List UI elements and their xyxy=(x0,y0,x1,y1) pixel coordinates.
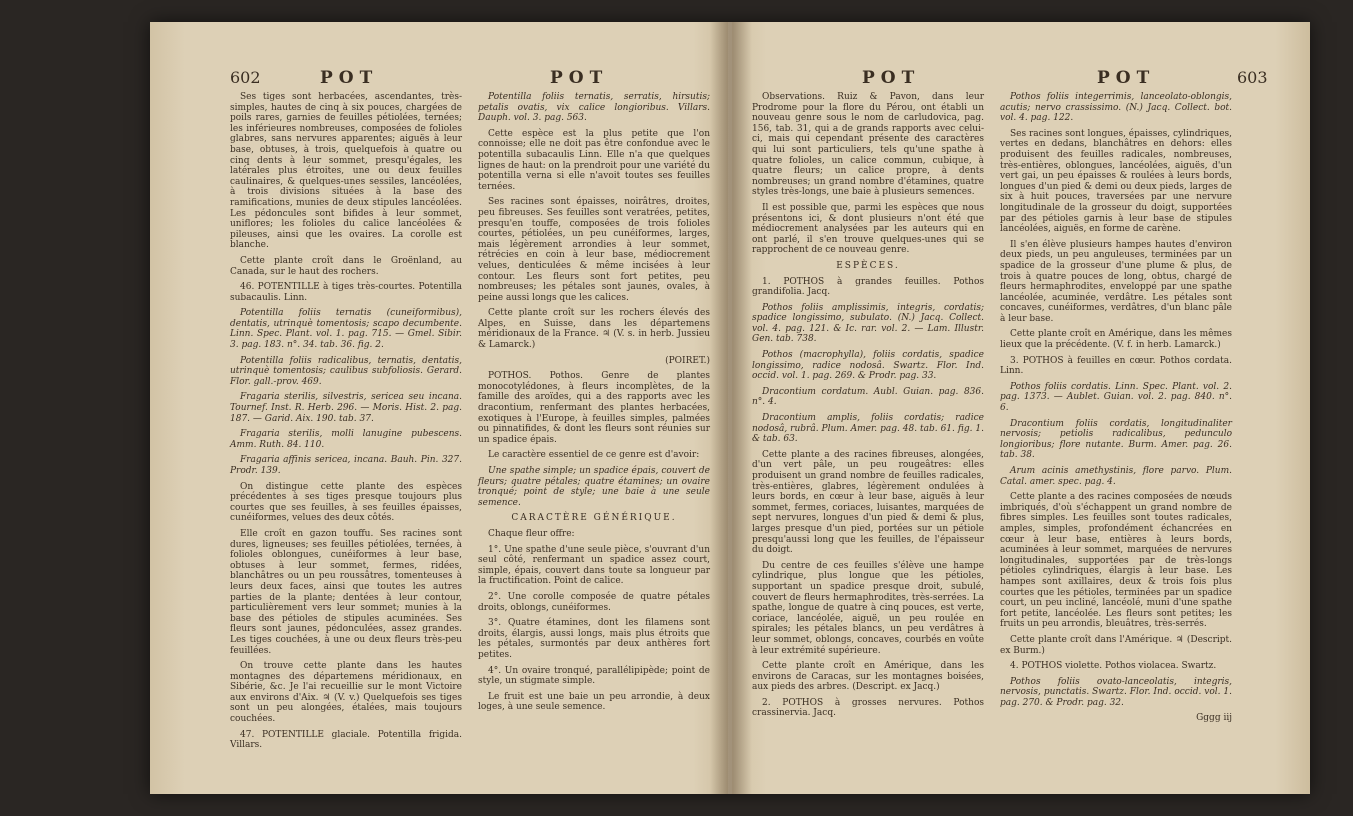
paragraph: 3. POTHOS à feuilles en cœur. Pothos cordata. Linn. xyxy=(1000,355,1232,377)
text-column-left xyxy=(230,92,462,756)
paragraph: Elle croît en gazon touffu. Ses racines sont dures, ligneuses; ses feuilles pétiolées, ternées, à folioles oblongues, cunéiformes à leur base, obtuses à leur sommet, fermes, ridées, blanchâtres ou un peu roussâtres, tomenteuses à leurs deux faces, ainsi que toutes les autres parties de la plante; dentées à leur contour, particulièrement vers leur sommet; munies à la base des pétioles de stipules acuminées. Ses fleurs sont jaunes, pédonculées, assez grandes. Les tiges couchées, à une ou deux fleurs très-peu feuillées. xyxy=(230,528,462,656)
paragraph: Pothos foliis integerrimis, lanceolato-oblongis, acutis; nervo crassissimo. (N.) Jacq. Collect. bot. vol. 4. pag. 122. xyxy=(1000,92,1232,124)
paragraph: Dracontium foliis cordatis, longitudinaliter nervosis; petiolis radicalibus, pedunculo longioribus; flore nutante. Burm. Amer. pag. 26. tab. 38. xyxy=(1000,418,1232,461)
paragraph: Il s'en élève plusieurs hampes hautes d'environ deux pieds, un peu anguleuses, terminées par un spadice de la grosseur d'une plume & plus, de trois à quatre pouces de long, obtus, chargé de fleurs hermaphrodites, enveloppé par une spathe lancéolée, acuminée, verdâtre. Les pétales sont concaves, cunéiformes, verdâtres, d'un blanc pâle à leur base. xyxy=(1000,239,1232,324)
paragraph: On trouve cette plante dans les hautes montagnes des départemens méridionaux, en Sibérie, &c. Je l'ai recueillie sur le mont Victoire aux environs d'Aix. ♃ (V. v.) Quelquefois ses tiges sont un peu alongées, étalées, mais toujours couchées. xyxy=(230,661,462,725)
paragraph: Fragaria affinis sericea, incana. Bauh. Pin. 327. Prodr. 139. xyxy=(230,455,462,476)
section-heading: ESPÈCES. xyxy=(836,260,900,271)
paragraph: Ses racines sont longues, épaisses, cylindriques, vertes en dedans, blanchâtres en dehors: elles produisent des feuilles radicales, nombreuses, très-entières, oblongues, lancéolées, aiguës, d'un vert gai, un peu épaisses & roulées à leurs bords, longues d'un pied & demi ou deux pieds, larges de six à huit pouces, traversées par une nervure longitudinale de la grosseur du doigt, supportées par des pétioles garnis à leur base de stipules lancéolées, aiguës, en forme de carène. xyxy=(1000,128,1233,235)
paragraph: Ses tiges sont herbacées, ascendantes, très-simples, hautes de cinq à six pouces, chargées de poils rares, garnies de feuilles pétiolées, ternées; les inférieures nombreuses, composées de folioles glabres, sans nervures apparentes; aiguës à leur base, obtuses, à trois, quelquefois à quatre ou cinq dents à leur sommet, presqu'égales, les latérales plus étroites, une ou deux feuilles caulinaires, & quelques-unes sessiles, lancéolées, à trois divisions situées à la base des ramifications, munies de deux stipules lancéolées. Les pédoncules sont bifides à leur sommet, uniflores; les folioles du calice lancéolées & pileuses, ainsi que les ovaires. La corolle est blanche. xyxy=(230,92,462,251)
text-column-left xyxy=(752,92,984,724)
paragraph: 2°. Une corolle composée de quatre pétales droits, oblongs, cunéiformes. xyxy=(478,591,710,613)
paragraph: Pothos foliis ovato-lanceolatis, integris, nervosis, punctatis. Swartz. Flor. Ind. occid. vol. 1. pag. 270. & Prodr. pag. 32. xyxy=(1000,676,1232,708)
paragraph: Cette plante croît en Amérique, dans les mêmes lieux que la précédente. (V. f. in herb. Lamarck.) xyxy=(1000,329,1232,351)
open-book xyxy=(150,22,1310,794)
paragraph: 3°. Quatre étamines, dont les filamens sont droits, élargis, aussi longs, mais plus étroits que les pétales, surmontés par deux anthères fort petites. xyxy=(478,618,710,660)
paragraph: POTHOS. Pothos. Genre de plantes monocotylédones, à fleurs incomplètes, de la famille des aroïdes, qui a des rapports avec les dracontium, renfermant des plantes herbacées, exotiques à l'Europe, à feuilles simples, palmées ou pinnatifides, & dont les fleurs sont réunies sur un spadice épais. xyxy=(478,371,710,445)
paragraph: 1. POTHOS à grandes feuilles. Pothos grandifolia. Jacq. xyxy=(752,276,984,298)
paragraph: On distingue cette plante des espèces précédentes à ses tiges presque toujours plus courtes que ses feuilles, à ses feuilles épaisses, cunéiformes, velues des deux côtés. xyxy=(230,481,462,524)
left-page xyxy=(150,22,728,794)
running-head: POT xyxy=(862,68,921,88)
paragraph: Dracontium cordatum. Aubl. Guian. pag. 836. n°. 4. xyxy=(752,386,984,408)
paragraph: Cette plante croît dans le Groënland, au Canada, sur le haut des rochers. xyxy=(230,255,462,277)
running-head: POT xyxy=(550,68,609,88)
right-page xyxy=(732,22,1310,794)
running-head: POT xyxy=(320,68,379,88)
paragraph: Cette espèce est la plus petite que l'on connoisse; elle ne doit pas être confondue avec le potentilla subacaulis Linn. Elle n'a que quelques lignes de haut: on la prendroit pour une variété du potentilla verna si elle n'avoit toutes ses feuilles ternées. xyxy=(478,128,710,192)
paragraph: 2. POTHOS à grosses nervures. Pothos crassinervia. Jacq. xyxy=(752,697,984,719)
paragraph: 4°. Un ovaire tronqué, parallélipipède; point de style, un stigmate simple. xyxy=(478,665,710,687)
paragraph: Du centre de ces feuilles s'élève une hampe cylindrique, plus longue que les pétioles, supportant un spadice presque droit, subulé, couvert de fleurs hermaphrodites, très-serrées. La spathe, longue de quatre à cinq pouces, est verte, coriace, lancéolée, aiguë, un peu roulée en spirales; les pétales blancs, un peu verdâtres à leur sommet, oblongs, concaves, courbés en voûte à leur extrémité supérieure. xyxy=(752,560,984,656)
paragraph: Une spathe simple; un spadice épais, couvert de fleurs; quatre pétales; quatre étamines; un ovaire tronqué; point de style; une baie à une seule semence. xyxy=(478,466,710,508)
paragraph: Il est possible que, parmi les espèces que nous présentons ici, & dont plusieurs n'ont été que médiocrement analysées par les auteurs qui en ont parlé, il s'en trouve quelques-unes qui se rapprochent de ce nouveau genre. xyxy=(752,202,984,256)
page-number: 603 xyxy=(1237,68,1268,87)
paragraph: Cette plante croît en Amérique, dans les environs de Caracas, sur les montagnes boisées, aux pieds des arbres. (Descript. ex Jacq.) xyxy=(752,661,984,693)
paragraph: Cette plante croît sur les rochers élevés des Alpes, en Suisse, dans les départemens méridionaux de la France. ♃ (V. s. in herb. Jussieu & Lamarck.) xyxy=(478,308,710,351)
paragraph: 4. POTHOS violette. Pothos violacea. Swartz. xyxy=(1010,661,1217,672)
page-number: 602 xyxy=(230,68,261,87)
text-column-right xyxy=(478,92,710,718)
section-heading: CARACTÈRE GÉNÉRIQUE. xyxy=(511,513,677,524)
running-head: POT xyxy=(1097,68,1156,88)
text-column-right xyxy=(1000,92,1232,729)
paragraph: 46. POTENTILLE à tiges très-courtes. Potentilla subacaulis. Linn. xyxy=(230,282,462,303)
paragraph: Pothos foliis cordatis. Linn. Spec. Plant. vol. 2. pag. 1373. — Aublet. Guian. vol. 2. pag. 840. n°. 6. xyxy=(1000,381,1232,414)
paragraph: Cette plante a des racines fibreuses, alongées, d'un vert pâle, un peu rougeâtres: elles produisent un grand nombre de feuilles radicales, très-entières, glabres, légèrement ondulées à leurs bords, en cœur à leur base, aiguës à leur sommet, fermes, coriaces, luisantes, marquées de sept nervures, longues d'un pied & demi & plus, larges presque d'un pied, portées sur un pétiole presqu'aussi long que les feuilles, de l'épaisseur du doigt. xyxy=(752,449,984,556)
signature-mark: Gggg iij xyxy=(1196,713,1232,724)
paragraph: Pothos foliis amplissimis, integris, cordatis; spadice longissimo, subulato. (N.) Jacq. Collect. vol. 4. pag. 121. & Ic. rar. vol. 2. — Lam. Illustr. Gen. tab. 738. xyxy=(752,302,984,345)
author-signature: (POIRET.) xyxy=(665,355,710,366)
paragraph: Chaque fleur offre: xyxy=(488,528,575,539)
paragraph: Pothos (macrophylla), foliis cordatis, spadice longissimo, radice nodosâ. Swartz. Flor. Ind. occid. vol. 1. pag. 269. & Prodr. pag. 33. xyxy=(752,350,984,382)
paragraph: Le caractère essentiel de ce genre est d'avoir: xyxy=(488,450,700,461)
paragraph: Ses racines sont épaisses, noirâtres, droites, peu fibreuses. Ses feuilles sont veratrées, petites, presqu'en touffe, composées de trois folioles courtes, pétiolées, un peu cunéiformes, larges, mais légèrement arrondies à leur sommet, rétrécies en coin à leur base, médiocrement velues, denticulées & même incisées à leur contour. Les fleurs sont fort petites, peu nombreuses; les pétales sont jaunes, ovales, à peine aussi longs que les calices. xyxy=(478,197,710,303)
paragraph: Potentilla foliis ternatis (cuneiformibus), dentatis, utrinquè tomentosis; scapo decumbente. Linn. Spec. Plant. vol. 1. pag. 715. — Gmel. Sibir. 3. pag. 183. n°. 34. tab. 36. fig. 2. xyxy=(230,308,462,351)
paragraph: 1°. Une spathe d'une seule pièce, s'ouvrant d'un seul côté, renfermant un spadice assez court, simple, épais, couvert dans toute sa longueur par la fructification. Point de calice. xyxy=(478,544,710,587)
paragraph: Potentilla foliis ternatis, serratis, hirsutis; petalis ovatis, vix calice longioribus. Villars. Dauph. vol. 3. pag. 563. xyxy=(478,92,710,124)
paragraph: Le fruit est une baie un peu arrondie, à deux loges, à une seule semence. xyxy=(478,691,710,713)
paragraph: Fragaria sterilis, molli lanugine pubescens. Amm. Ruth. 84. 110. xyxy=(230,429,462,450)
paragraph: Fragaria sterilis, silvestris, sericea seu incana. Tournef. Inst. R. Herb. 296. — Moris. Hist. 2. pag. 187. — Garid. Aix. 190. tab. 37. xyxy=(230,392,462,424)
paragraph: Arum acinis amethystinis, flore parvo. Plum. Catal. amer. spec. pag. 4. xyxy=(1000,466,1232,487)
paragraph: Dracontium amplis, foliis cordatis; radice nodosâ, rubrâ. Plum. Amer. pag. 48. tab. 61. fig. 1. & tab. 63. xyxy=(752,413,984,445)
paragraph: Observations. Ruiz & Pavon, dans leur Prodrome pour la flore du Pérou, ont établi un nouveau genre sous le nom de carludovica, pag. 156, tab. 31, qui a de grands rapports avec celui-ci, mais qui cependant présente des caractères qui lui sont particuliers, tels qu'une spathe à quatre folioles, un calice commun, cubique, à quatre fleurs; un calice propre, à dents nombreuses; un grand nombre d'étamines, quatre styles très-longs, une baie à plusieurs semences. xyxy=(752,92,984,198)
paragraph: Cette plante a des racines composées de nœuds imbriqués, d'où s'échappent un grand nombre de fibres simples. Les feuilles sont toutes radicales, amples, simples, profondément échancrées en cœur à leur base, entières à leurs bords, acuminées à leur sommet, marquées de nervures longitudinales, supportées par de très-longs pétioles cylindriques, élargis à leur base. Les hampes sont axillaires, deux & trois fois plus courtes que les pétioles, terminées par un spadice court, un peu incliné, lancéolé, muni d'une spathe fort petite, lancéolée. Les fleurs sont petites; les fruits un peu arrondis, bleuâtres, très-serrés. xyxy=(1000,492,1232,630)
paragraph: 47. POTENTILLE glaciale. Potentilla frigida. Villars. xyxy=(230,729,462,751)
paragraph: Cette plante croît dans l'Amérique. ♃ (Descript. ex Burm.) xyxy=(1000,634,1232,656)
paragraph: Potentilla foliis radicalibus, ternatis, dentatis, utrinquè tomentosis; caulibus subfoliosis. Gerard. Flor. gall.-prov. 469. xyxy=(230,355,462,387)
